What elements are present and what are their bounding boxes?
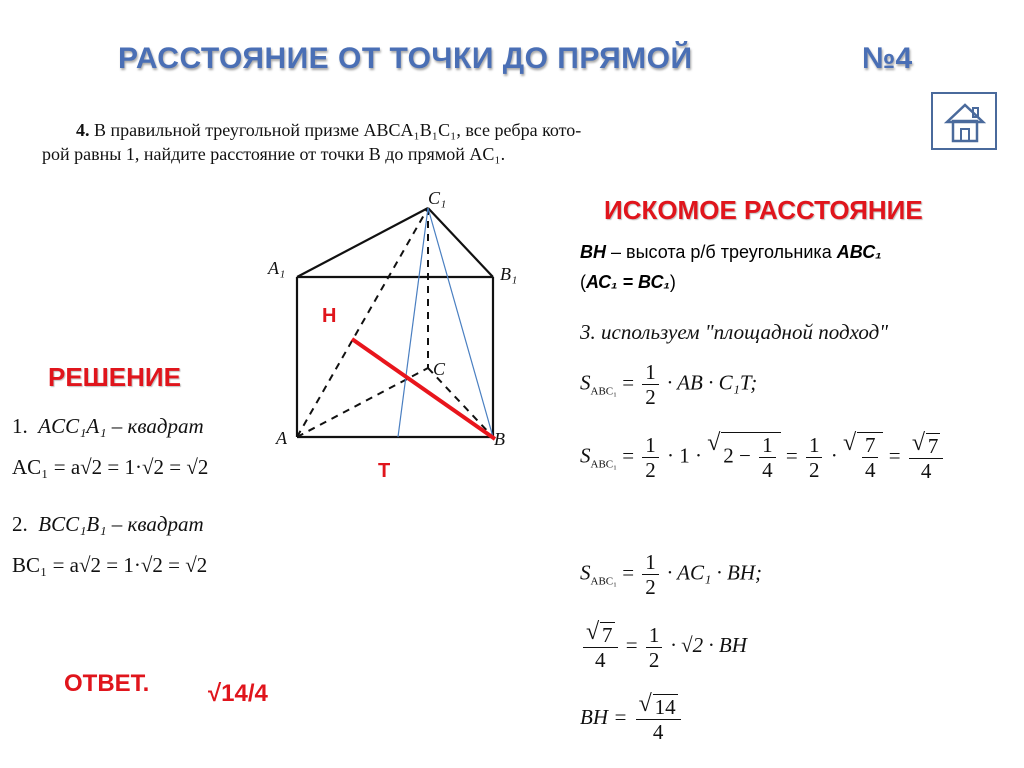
step-2 <box>12 512 204 537</box>
step-1-label: 1. <box>12 414 28 438</box>
formula-bh <box>580 694 684 744</box>
f2c-num: 1 <box>806 433 823 458</box>
f2-s: S <box>580 443 591 468</box>
problem-line-1: В правильной треугольной призме ABCA₁B₁C₁, все ребра кото- <box>94 120 582 140</box>
f1-frac <box>642 360 659 409</box>
f4a-den: 4 <box>595 648 606 672</box>
f2-eq3: = <box>888 443 901 468</box>
f2-under: 2 − <box>723 443 751 468</box>
f4-rhs: · √2 · BH <box>670 632 747 657</box>
f2a-num: 1 <box>642 433 659 458</box>
f3-sub: ABC₁ <box>590 575 617 588</box>
label-t: Т <box>378 460 391 482</box>
f2b-den: 4 <box>762 458 773 482</box>
f4-eq: = <box>625 632 638 657</box>
f2b-num: 1 <box>759 433 776 458</box>
f1-num: 1 <box>642 360 659 385</box>
f4a-num: √ 7 <box>600 622 615 647</box>
step-1-text: ACC₁A₁ – квадрат <box>38 414 204 438</box>
step-2-text: BCC₁B₁ – квадрат <box>38 512 204 536</box>
answer-label: ОТВЕТ. <box>64 670 150 697</box>
f2-eq2: = <box>785 443 798 468</box>
f4-frac-b <box>646 623 663 672</box>
f5-lhs: BH = <box>580 704 628 729</box>
f1-den: 2 <box>645 385 656 409</box>
f1-rhs: · AB · C₁T; <box>667 370 758 395</box>
f2c-den: 2 <box>808 458 820 482</box>
paren-open: ( <box>580 272 586 292</box>
formula-area-3 <box>580 550 762 599</box>
target-line-1 <box>580 242 882 263</box>
target-line-2 <box>580 272 676 293</box>
f2-frac-e <box>909 433 944 483</box>
formula-area-2 <box>580 432 946 483</box>
f1-sub: ABC₁ <box>590 385 617 398</box>
f2-sqrt <box>721 432 780 482</box>
step-1 <box>12 414 204 439</box>
f2-eq: = <box>622 443 635 468</box>
f2-sqrt2 <box>857 432 884 482</box>
step-2-calc: BC₁ = a√2 = 1·√2 = √2 <box>12 553 208 577</box>
height-bh <box>352 339 495 439</box>
f2-frac-b <box>759 433 776 482</box>
f3-eq: = <box>622 560 635 585</box>
target-bh: ВН <box>580 242 606 262</box>
problem-number: №4 <box>862 42 913 75</box>
label-a1: A₁ <box>268 258 286 278</box>
target-desc: – высота р/б треугольника <box>606 242 837 262</box>
f2a-den: 2 <box>645 458 656 482</box>
f4b-num: 1 <box>646 623 663 648</box>
f3-den: 2 <box>645 575 656 599</box>
formula-area-1 <box>580 360 757 409</box>
label-h: Н <box>322 305 337 327</box>
f3-num: 1 <box>642 550 659 575</box>
f2-frac-c <box>806 433 823 482</box>
f2-mid: · 1 · <box>667 443 703 468</box>
f3-rhs: · AC₁ · BH; <box>667 560 763 585</box>
solution-heading: РЕШЕНИЕ <box>48 362 181 392</box>
label-b: B <box>494 429 505 449</box>
f5-num: √ 14 <box>653 694 678 719</box>
f5-frac <box>636 694 681 744</box>
f2-sub: ABC₁ <box>590 458 617 471</box>
f2-frac-a <box>642 433 659 482</box>
f4b-den: 2 <box>648 647 660 672</box>
problem-index: 4. <box>76 120 90 140</box>
answer-value: √14/4 <box>208 680 268 707</box>
paren-close: ) <box>669 272 676 292</box>
f1-s: S <box>580 370 591 395</box>
f3-s: S <box>580 560 591 585</box>
page-title: РАССТОЯНИЕ ОТ ТОЧКИ ДО ПРЯМОЙ <box>118 42 693 75</box>
step-2-label: 2. <box>12 512 28 536</box>
f2e-den: 4 <box>920 458 932 483</box>
formula-area-4 <box>580 622 747 672</box>
label-c: C <box>433 359 446 379</box>
f2d-num: √ 7 <box>862 433 879 458</box>
f1-eq: = <box>622 370 635 395</box>
label-b1: B₁ <box>500 264 518 284</box>
f5-den: 4 <box>652 720 664 744</box>
f2-dot: · <box>830 443 838 468</box>
target-heading: ИСКОМОЕ РАССТОЯНИЕ <box>604 195 923 225</box>
f2-frac-d <box>862 433 879 482</box>
label-c1: C₁ <box>428 188 447 208</box>
step-3: 3. используем "площадной подход" <box>580 320 889 344</box>
problem-line-2: рой равны 1, найдите расстояние от точки B до прямой AC₁. <box>42 144 506 164</box>
step-1-calc: AC₁ = a√2 = 1·√2 = √2 <box>12 455 209 479</box>
f2d-den: 4 <box>864 458 876 482</box>
target-triangle: АВС₁ <box>836 242 882 262</box>
f2e-num: √ 7 <box>926 433 941 458</box>
f3-frac <box>642 550 659 599</box>
target-equality: АС₁ = ВС₁ <box>586 272 670 292</box>
line-c1t <box>398 208 428 437</box>
f4-frac-a <box>583 622 618 672</box>
label-a: A <box>276 428 287 448</box>
